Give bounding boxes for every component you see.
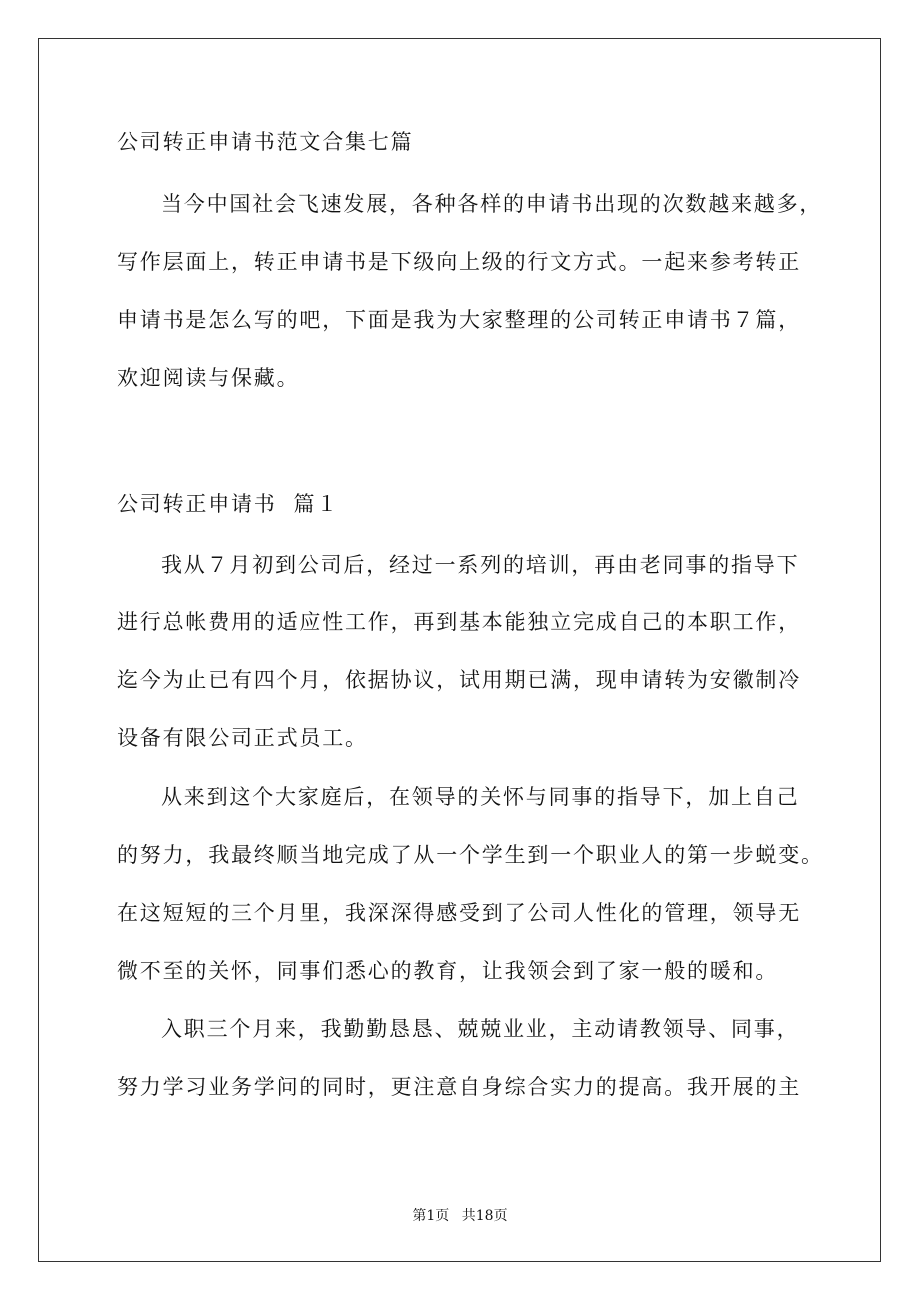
intro-line: 写作层面上，转正申请书是下级向上级的行文方式。一起来参考转正: [117, 250, 801, 274]
body-line: 微不至的关怀，同事们悉心的教育，让我领会到了家一般的暖和。: [117, 959, 779, 983]
body-line: 迄今为止已有四个月，依据协议，试用期已满，现申请转为安徽制冷: [117, 668, 801, 692]
body-line: 入职三个月来，我勤勤恳恳、兢兢业业，主动请教领导、同事，: [161, 1017, 800, 1041]
body-line: 努力学习业务学问的同时，更注意自身综合实力的提高。我开展的主: [117, 1075, 801, 1099]
body-line: 设备有限公司正式员工。: [117, 726, 368, 750]
body-line: 在这短短的三个月里，我深深得感受到了公司人性化的管理，领导无: [117, 901, 801, 925]
intro-line: 欢迎阅读与保藏。: [117, 366, 300, 390]
section-heading: 公司转正申请书 篇１: [117, 492, 340, 516]
intro-line: 当今中国社会飞速发展，各种各样的申请书出现的次数越来越多，: [161, 192, 823, 216]
body-line: 我从７月初到公司后，经过一系列的培训，再由老同事的指导下: [161, 553, 800, 577]
page-number: 第1页: [412, 1208, 450, 1224]
body-line: 进行总帐费用的适应性工作，再到基本能独立完成自己的本职工作，: [117, 610, 801, 634]
page-footer: [0, 1207, 920, 1225]
body-line: 从来到这个大家庭后，在领导的关怀与同事的指导下，加上自己: [161, 785, 800, 809]
document-title: 公司转正申请书范文合集七篇: [117, 130, 414, 154]
intro-line: 申请书是怎么写的吧，下面是我为大家整理的公司转正申请书７篇，: [117, 308, 801, 332]
body-line: 的努力，我最终顺当地完成了从一个学生到一个职业人的第一步蜕变。: [117, 843, 824, 867]
page-total: 共18页: [461, 1208, 508, 1224]
